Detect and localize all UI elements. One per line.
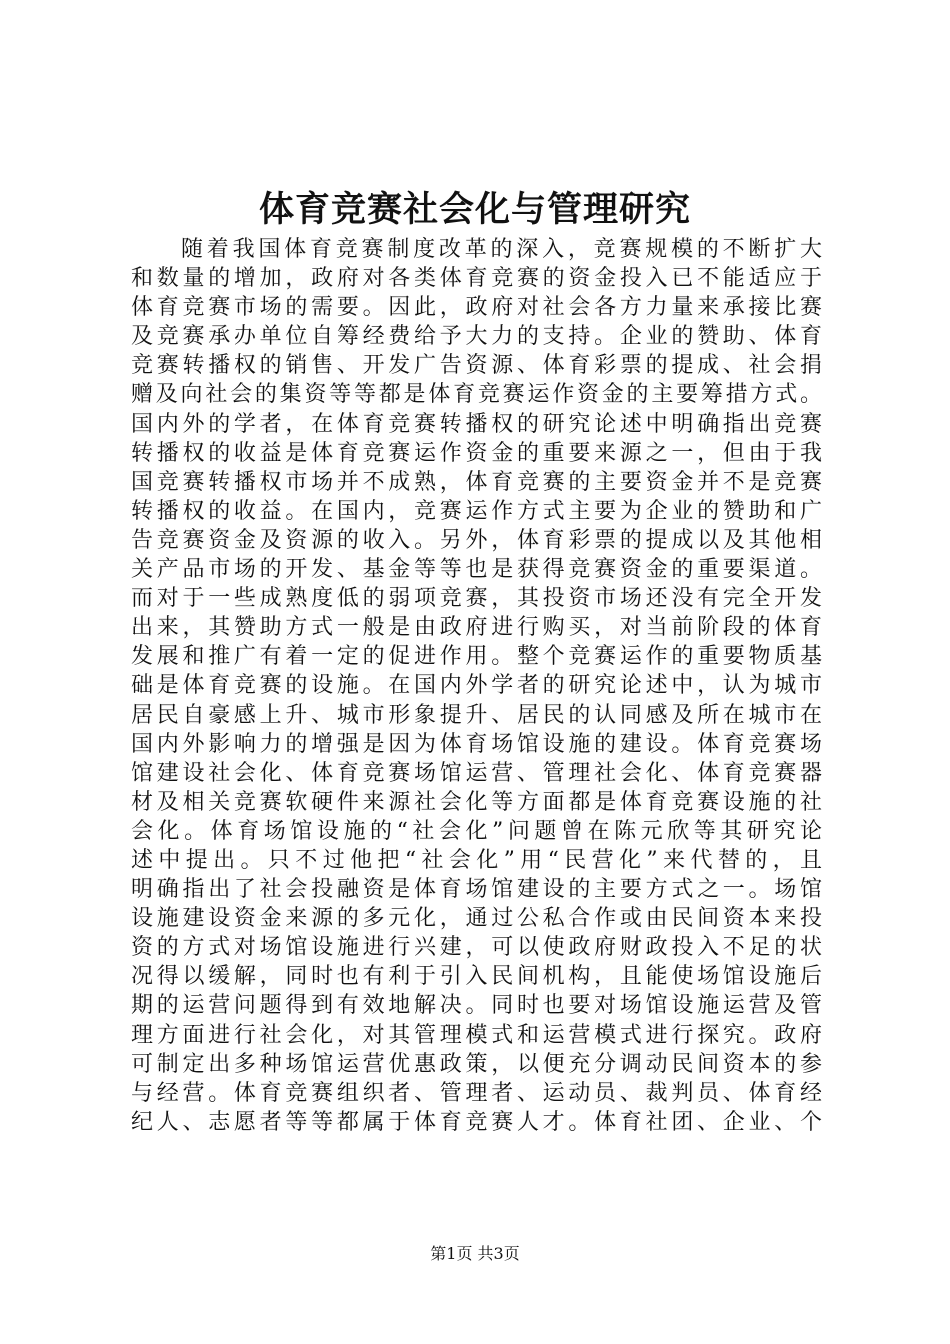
body-line: 材及相关竞赛软硬件来源社会化等方面都是体育竞赛设施的社 <box>131 789 823 815</box>
body-line: 发展和推广有着一定的促进作用。整个竞赛运作的重要物质基 <box>131 644 823 670</box>
body-line: 竞赛转播权的销售、开发广告资源、体育彩票的提成、社会捐 <box>131 353 823 379</box>
body-line: 明确指出了社会投融资是体育场馆建设的主要方式之一。场馆 <box>131 877 823 903</box>
body-line: 可制定出多种场馆运营优惠政策，以便充分调动民间资本的参 <box>131 1051 823 1077</box>
body-paragraph <box>131 235 823 1137</box>
body-line: 转播权的收益。在国内，竞赛运作方式主要为企业的赞助和广 <box>131 498 823 524</box>
page-footer: 第1页 共3页 <box>430 1244 520 1263</box>
body-line: 础是体育竞赛的设施。在国内外学者的研究论述中，认为城市 <box>131 673 823 699</box>
body-line: 述中提出。只不过他把“社会化”用“民营化”来代替的，且 <box>131 847 823 873</box>
body-line: 关产品市场的开发、基金等等也是获得竞赛资金的重要渠道。 <box>131 557 823 583</box>
body-line: 和数量的增加，政府对各类体育竞赛的资金投入已不能适应于 <box>131 266 823 292</box>
body-line: 况得以缓解，同时也有利于引入民间机构，且能使场馆设施后 <box>131 964 823 990</box>
body-line: 国竞赛转播权市场并不成熟，体育竞赛的主要资金并不是竞赛 <box>131 469 823 495</box>
body-line: 期的运营问题得到有效地解决。同时也要对场馆设施运营及管 <box>131 993 823 1019</box>
body-line: 居民自豪感上升、城市形象提升、居民的认同感及所在城市在 <box>131 702 823 728</box>
body-line: 资的方式对场馆设施进行兴建，可以使政府财政投入不足的状 <box>131 935 823 961</box>
body-line: 理方面进行社会化，对其管理模式和运营模式进行探究。政府 <box>131 1022 823 1048</box>
body-line: 设施建设资金来源的多元化，通过公私合作或由民间资本来投 <box>131 906 823 932</box>
body-line: 赠及向社会的集资等等都是体育竞赛运作资金的主要筹措方式。 <box>131 382 823 408</box>
body-line: 与经营。体育竞赛组织者、管理者、运动员、裁判员、体育经 <box>131 1080 823 1106</box>
body-line: 随着我国体育竞赛制度改革的深入，竞赛规模的不断扩大 <box>181 237 823 262</box>
body-line: 国内外的学者，在体育竞赛转播权的研究论述中明确指出竞赛 <box>131 411 823 437</box>
document-title: 体育竞赛社会化与管理研究 <box>258 189 691 230</box>
body-line: 告竞赛资金及资源的收入。另外，体育彩票的提成以及其他相 <box>131 527 823 553</box>
body-line: 纪人、志愿者等等都属于体育竞赛人才。体育社团、企业、个 <box>131 1109 823 1135</box>
body-line: 出来，其赞助方式一般是由政府进行购买，对当前阶段的体育 <box>131 615 823 641</box>
body-line: 而对于一些成熟度低的弱项竞赛，其投资市场还没有完全开发 <box>131 586 823 612</box>
body-line: 国内外影响力的增强是因为体育场馆设施的建设。体育竞赛场 <box>131 731 823 757</box>
body-line: 馆建设社会化、体育竞赛场馆运营、管理社会化、体育竞赛器 <box>131 760 823 786</box>
body-line: 体育竞赛市场的需要。因此，政府对社会各方力量来承接比赛 <box>131 295 823 321</box>
body-line: 转播权的收益是体育竞赛运作资金的重要来源之一，但由于我 <box>131 440 823 466</box>
body-line: 及竞赛承办单位自筹经费给予大力的支持。企业的赞助、体育 <box>131 324 823 350</box>
body-line: 会化。体育场馆设施的“社会化”问题曾在陈元欣等其研究论 <box>131 818 823 844</box>
